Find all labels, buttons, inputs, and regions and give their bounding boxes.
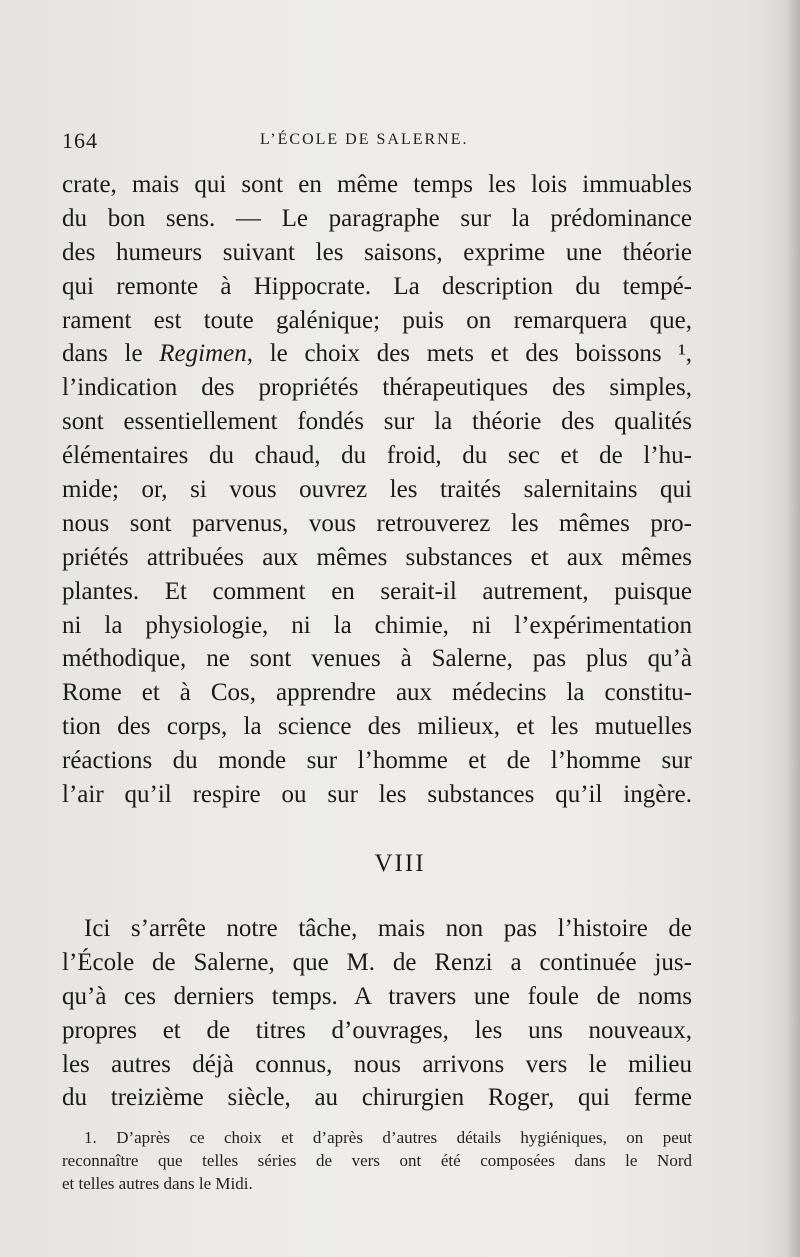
text-line: Rome et à Cos, apprendre aux médecins la constitu- [62, 679, 692, 707]
text-line: du treizième siècle, au chirurgien Roger, qui ferme [62, 1084, 692, 1112]
text-line: crate, mais qui sont en même temps les lois immuables [62, 171, 692, 198]
text-line: des humeurs suivant les saisons, exprime une théorie [62, 238, 692, 266]
footnote-line: et telles autres dans le Midi. [62, 1174, 253, 1193]
footnote-line: 1. D’après ce choix et d’après d’autres détails hygiéniques, on peut [84, 1128, 692, 1147]
text-line: du bon sens. — Le paragraphe sur la prédominance [62, 204, 692, 232]
page-edge-shadow [786, 0, 800, 1257]
text-fragment: dans le [62, 340, 160, 368]
section-heading: VIII [374, 850, 426, 877]
text-fragment: , le choix des mets et des boissons ¹, [246, 340, 692, 368]
text-line [62, 337, 692, 371]
text-line: sont essentiellement fondés sur la théorie des qualités [62, 408, 692, 436]
text-line: mide; or, si vous ouvrez les traités salernitains qui [62, 476, 692, 504]
text-line: l’indication des propriétés thérapeutiques des simples, [62, 374, 692, 402]
text-line: nous sont parvenus, vous retrouverez les mêmes pro- [62, 509, 692, 537]
text-line: l’École de Salerne, que M. de Renzi a continuée jus- [62, 948, 692, 976]
text-line: plantes. Et comment en serait-il autrement, puisque [62, 577, 692, 605]
running-head: L’ÉCOLE DE SALERNE. [260, 131, 469, 148]
text-line: Ici s’arrête notre tâche, mais non pas l’histoire de [84, 915, 692, 942]
page-header [62, 128, 692, 158]
paragraph-1 [62, 168, 692, 812]
footnote [62, 1126, 692, 1195]
italic-title: Regimen [159, 340, 247, 368]
text-line: l’air qu’il respire ou sur les substances qu’il ingère. [62, 781, 692, 809]
text-line: réactions du monde sur l’homme et de l’homme sur [62, 747, 692, 775]
footnote-line: reconnaître que telles séries de vers ont été composées dans le Nord [62, 1151, 692, 1170]
text-line: priétés attribuées aux mêmes substances et aux mêmes [62, 543, 692, 571]
text-line: méthodique, ne sont venues à Salerne, pas plus qu’à [62, 645, 692, 673]
text-line: tion des corps, la science des milieux, et les mutuelles [62, 713, 692, 741]
text-line: qui remonte à Hippocrate. La description du tempé- [62, 272, 692, 300]
text-line: élémentaires du chaud, du froid, du sec et de l’hu- [62, 442, 692, 470]
text-line: propres et de titres d’ouvrages, les uns nouveaux, [62, 1016, 692, 1044]
text-line: les autres déjà connus, nous arrivons vers le milieu [62, 1050, 692, 1078]
text-line: ni la physiologie, ni la chimie, ni l’expérimentation [62, 611, 692, 639]
page-number: 164 [62, 128, 98, 153]
paragraph-2 [62, 912, 692, 1115]
text-line: rament est toute galénique; puis on remarquera que, [62, 306, 692, 334]
text-line: qu’à ces derniers temps. A travers une foule de noms [62, 982, 692, 1010]
